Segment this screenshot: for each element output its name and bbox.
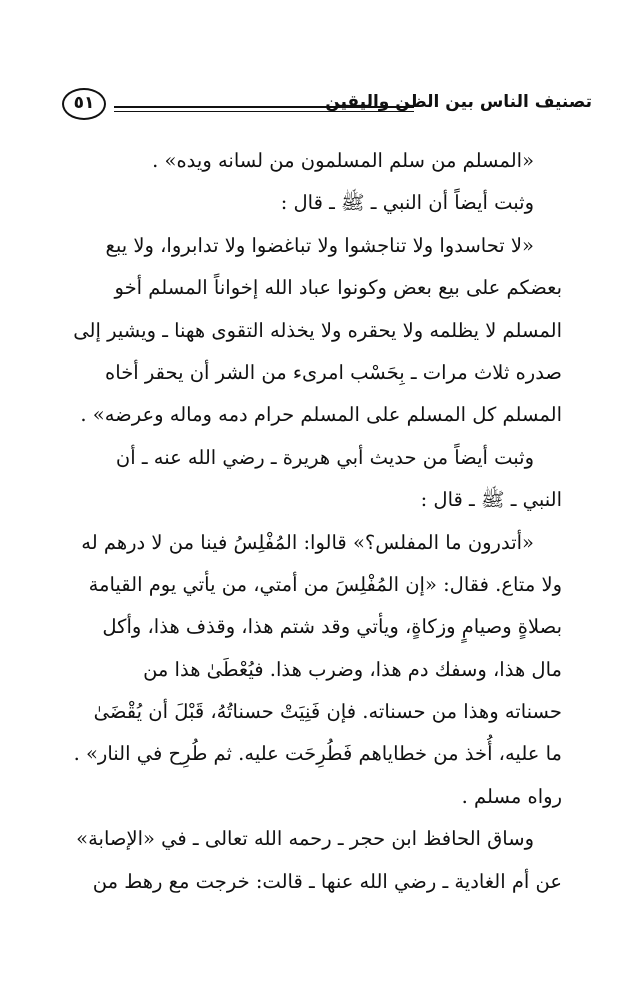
text-line: ولا متاع. فقال: «إن المُفْلِسَ من أمتي، من يأتي يوم القيامة [88, 572, 562, 596]
text-line: النبي ـ ﷺ ـ قال : [420, 488, 562, 512]
text-line: وثبت أيضاً من حديث أبي هريرة ـ رضي الله عنه ـ أن [115, 445, 534, 469]
text-line: رواه مسلم . [461, 784, 562, 808]
text-line: عن أم الغادية ـ رضي الله عنها ـ قالت: خرجت مع رهط من [92, 869, 562, 893]
text-line: المسلم كل المسلم على المسلم حرام دمه وماله وعرضه» . [80, 403, 562, 427]
text-line: «لا تحاسدوا ولا تناجشوا ولا تباغضوا ولا تدابروا، ولا يبع [105, 233, 534, 257]
text-line: مال هذا، وسفك دم هذا، وضرب هذا. فيُعْطَىٰ هذا من [143, 657, 562, 681]
text-line: المسلم لا يظلمه ولا يحقره ولا يخذله التقوى ههنا ـ ويشير إلى [73, 318, 562, 342]
text-line: بصلاةٍ وصيامٍ وزكاةٍ، ويأتي وقد شتم هذا، وقذف هذا، وأكل [102, 615, 562, 639]
text-line: «أتدرون ما المفلس؟» قالوا: المُفْلِسُ فينا من لا درهم له [81, 530, 534, 554]
text-line: وثبت أيضاً أن النبي ـ ﷺ ـ قال : [280, 191, 534, 215]
text-line: وساق الحافظ ابن حجر ـ رحمه الله تعالى ـ في «الإصابة» [76, 827, 534, 851]
page-header [62, 88, 592, 128]
text-line: صدره ثلاث مرات ـ بِحَسْب امرىء من الشر أن يحقر أخاه [105, 360, 562, 384]
text-line: ما عليه، أُخذ من خطاياهم فَطُرِحَت عليه. ثم طُرِح في النار» . [73, 742, 562, 766]
running-title: تصنيف الناس بين الظن واليقين [325, 92, 592, 112]
text-line: بعضكم على بيع بعض وكونوا عباد الله إخواناً المسلم أخو [114, 276, 562, 300]
text-line: حسناته وهذا من حسناته. فإن فَنِيَتْ حسناتُهُ، قَبْلَ أن يُقْضَىٰ [93, 700, 562, 724]
page-number: ٥١ [62, 88, 106, 120]
header-rule-thin [114, 111, 414, 112]
body-text [70, 140, 562, 903]
text-line: «المسلم من سلم المسلمون من لسانه ويده» . [152, 149, 534, 172]
header-rule [114, 106, 414, 108]
